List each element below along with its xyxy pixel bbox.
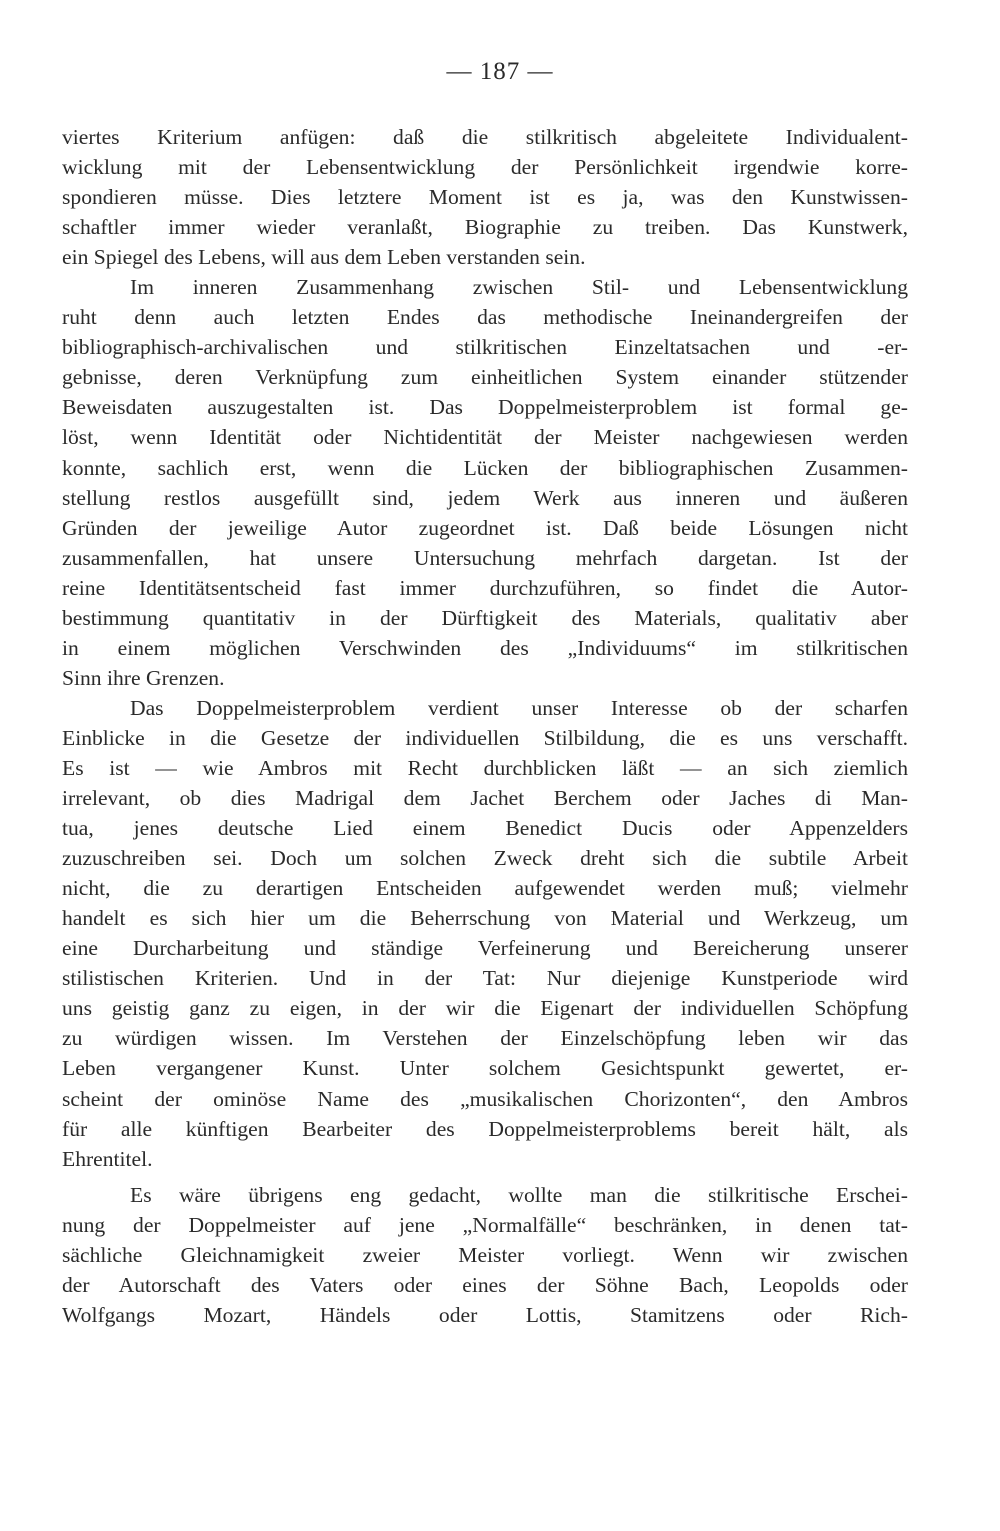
text-line: Es ist — wie Ambros mit Recht durchblicken läßt — an sich ziemlich <box>62 755 908 780</box>
text-line: der Autorschaft des Vaters oder eines der Söhne Bach, Leopolds oder <box>62 1272 908 1297</box>
text-line: Beweisdaten auszugestalten ist. Das Doppelmeisterproblem ist formal ge- <box>62 395 908 420</box>
text-line: nung der Doppelmeister auf jene „Normalfälle“ beschränken, in denen tat- <box>62 1212 908 1237</box>
text-line: Einblicke in die Gesetze der individuellen Stilbildung, die es uns verschafft. <box>62 725 908 750</box>
text-line: nicht, die zu derartigen Entscheiden aufgewendet werden muß; vielmehr <box>62 876 908 901</box>
text-line: scheint der ominöse Name des „musikalischen Chorizonten“, den Ambros <box>62 1086 908 1111</box>
page-number: — 187 — <box>446 58 554 85</box>
text-line: Im inneren Zusammenhang zwischen Stil- und Lebensentwicklung <box>130 275 908 300</box>
text-line: Leben vergangener Kunst. Unter solchem Gesichtspunkt gewertet, er- <box>62 1056 908 1081</box>
text-line: Wolfgangs Mozart, Händels oder Lottis, Stamitzens oder Rich- <box>62 1302 908 1327</box>
text-line: Ehrentitel. <box>62 1146 153 1171</box>
text-line: Es wäre übrigens eng gedacht, wollte man die stilkritische Erschei- <box>130 1182 908 1207</box>
text-line: sächliche Gleichnamigkeit zweier Meister vorliegt. Wenn wir zwischen <box>62 1242 908 1267</box>
text-line: schaftler immer wieder veranlaßt, Biographie zu treiben. Das Kunstwerk, <box>62 215 908 240</box>
text-line: ruht denn auch letzten Endes das methodische Ineinandergreifen der <box>62 305 908 330</box>
text-line: für alle künftigen Bearbeiter des Doppelmeisterproblems bereit hält, als <box>62 1116 908 1141</box>
text-line: stilistischen Kriterien. Und in der Tat: Nur diejenige Kunstperiode wird <box>62 966 908 991</box>
text-line: Das Doppelmeisterproblem verdient unser Interesse ob der scharfen <box>130 695 908 720</box>
text-line: viertes Kriterium anfügen: daß die stilkritisch abgeleitete Individualent- <box>62 125 908 149</box>
text-line: zusammenfallen, hat unsere Untersuchung mehrfach dargetan. Ist der <box>62 545 908 570</box>
text-line: irrelevant, ob dies Madrigal dem Jachet Berchem oder Jaches di Man- <box>62 786 908 811</box>
text-line: zu würdigen wissen. Im Verstehen der Einzelschöpfung leben wir das <box>62 1026 908 1051</box>
text-line: tua, jenes deutsche Lied einem Benedict Ducis oder Appenzelders <box>62 816 908 841</box>
text-line: löst, wenn Identität oder Nichtidentität der Meister nachgewiesen werden <box>62 425 908 450</box>
text-line: gebnisse, deren Verknüpfung zum einheitlichen System einander stützender <box>62 365 908 390</box>
paragraph-3 <box>62 693 908 1174</box>
text-line: konnte, sachlich erst, wenn die Lücken der bibliographischen Zusammen- <box>62 455 908 480</box>
text-line: ein Spiegel des Lebens, will aus dem Leben verstanden sein. <box>62 245 586 270</box>
text-line: stellung restlos ausgefüllt sind, jedem Werk aus inneren und äußeren <box>62 485 908 510</box>
text-line: Gründen der jeweilige Autor zugeordnet ist. Daß beide Lösungen nicht <box>62 515 908 540</box>
body-text <box>62 122 908 1330</box>
paragraph-4 <box>62 1180 908 1330</box>
text-line: zuzuschreiben sei. Doch um solchen Zweck dreht sich die subtile Arbeit <box>62 846 908 871</box>
text-line: reine Identitätsentscheid fast immer durchzuführen, so findet die Autor- <box>62 575 908 600</box>
paragraph-1 <box>62 122 908 272</box>
text-line: Sinn ihre Grenzen. <box>62 665 225 690</box>
text-line: spondieren müsse. Dies letztere Moment ist es ja, was den Kunstwissen- <box>62 185 908 210</box>
text-line: bibliographisch-archivalischen und stilkritischen Einzeltatsachen und -er- <box>62 335 908 360</box>
paragraph-2 <box>62 272 908 693</box>
text-line: bestimmung quantitativ in der Dürftigkeit des Materials, qualitativ aber <box>62 605 908 630</box>
text-line: handelt es sich hier um die Beherrschung von Material und Werkzeug, um <box>62 906 908 931</box>
text-line: uns geistig ganz zu eigen, in der wir die Eigenart der individuellen Schöpfung <box>62 996 908 1021</box>
text-line: in einem möglichen Verschwinden des „Individuums“ im stilkritischen <box>62 635 908 660</box>
text-line: wicklung mit der Lebensentwicklung der Persönlichkeit irgendwie korre- <box>62 155 908 180</box>
text-line: eine Durcharbeitung und ständige Verfeinerung und Bereicherung unserer <box>62 936 908 961</box>
